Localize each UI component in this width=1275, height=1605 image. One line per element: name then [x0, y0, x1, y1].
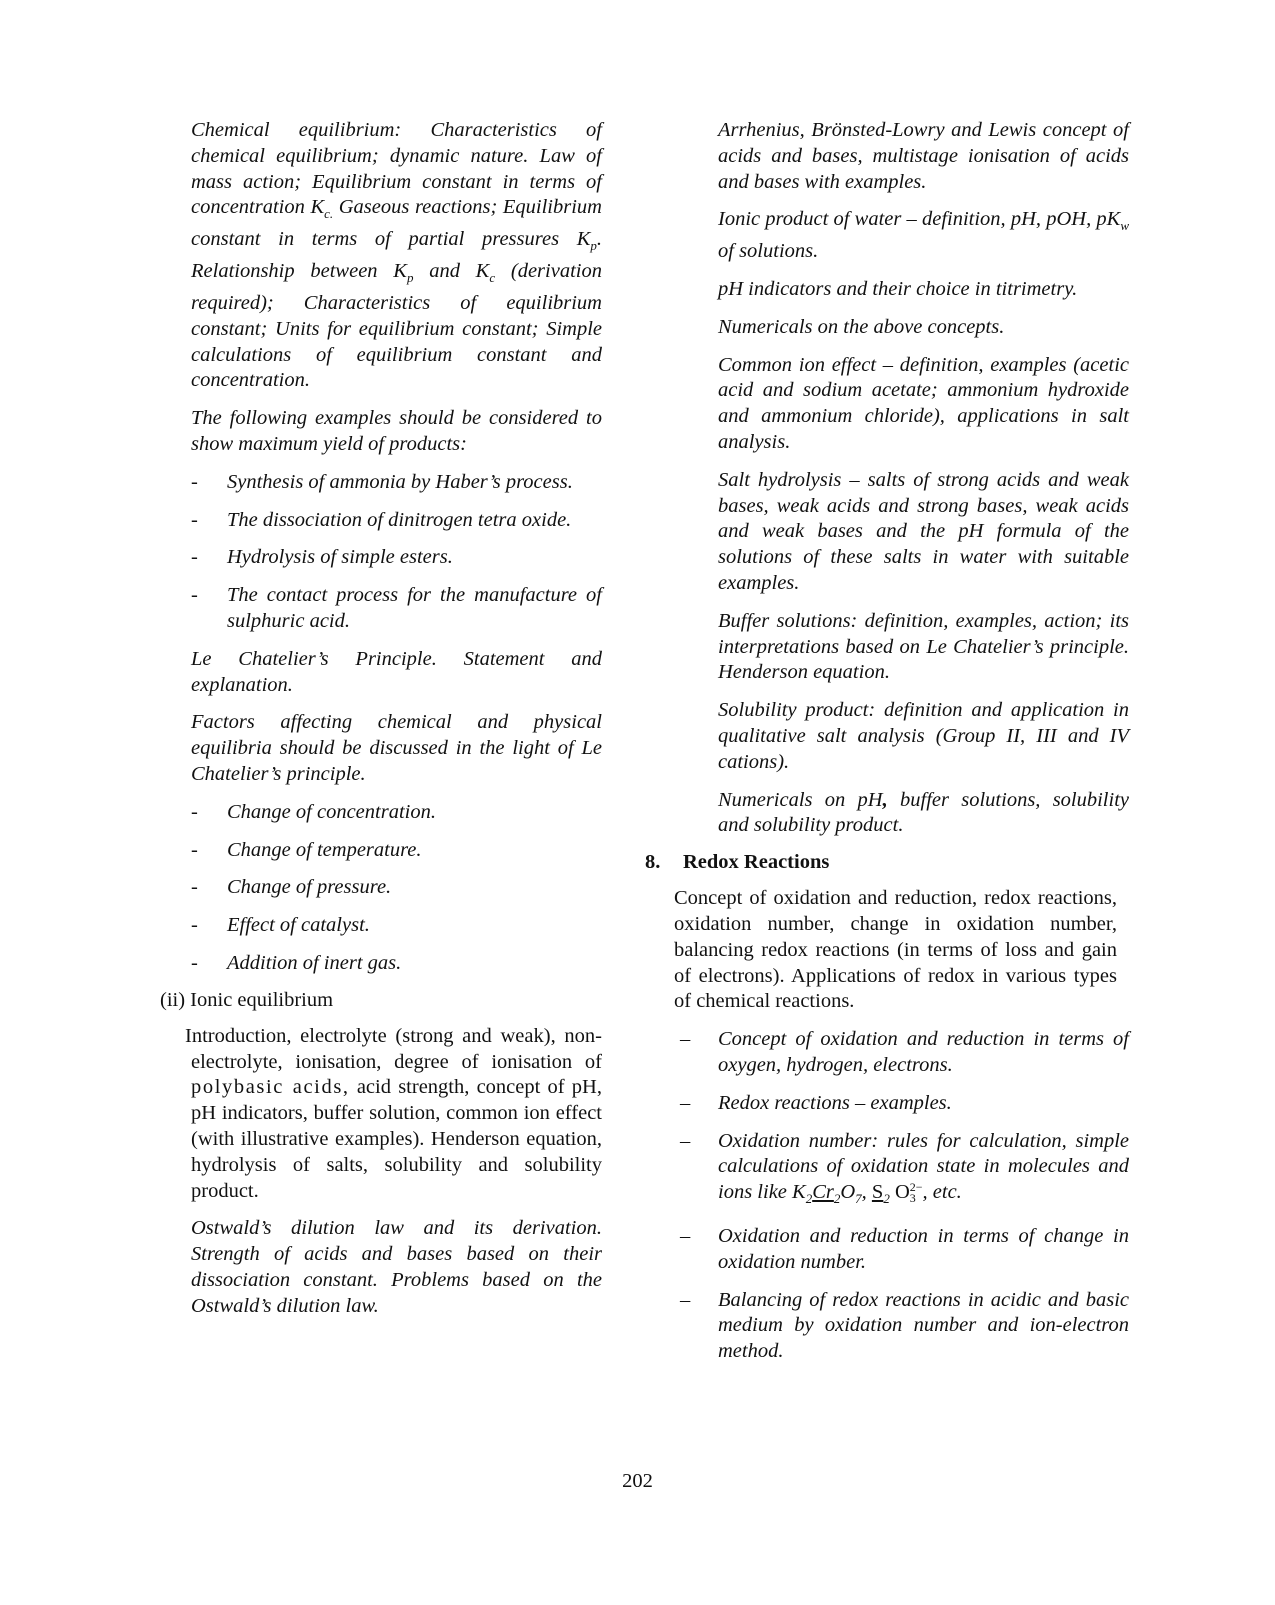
factors-list: [191, 800, 602, 977]
examples-list: [191, 470, 602, 635]
left-column: [160, 118, 602, 1320]
common-ion-paragraph: Common ion effect – definition, examples (acetic acid and sodium acetate; ammonium hydroxide and ammonium chloride), applications in salt analysis.: [718, 353, 1129, 454]
list-item: - Change of concentration.: [191, 800, 436, 823]
le-chatelier-paragraph: Le Chatelier’s Principle. Statement and explanation.: [191, 647, 602, 696]
right-column: [645, 118, 1129, 1365]
solubility-product-paragraph: Solubility product: definition and application in qualitative salt analysis (Group II, III and IV cations).: [718, 699, 1129, 773]
redox-intro-paragraph: Concept of oxidation and reduction, redox reactions, oxidation number, change in oxidation number, balancing redox reactions (in terms of loss and gain of electrons). Applications of redox in various types of chemical reactions.: [674, 887, 1117, 1013]
examples-intro: The following examples should be considered to show maximum yield of products:: [191, 407, 602, 456]
list-item: - Hydrolysis of simple esters.: [191, 546, 453, 569]
list-item: - Change of pressure.: [191, 876, 392, 899]
page-number: 202: [622, 1470, 653, 1492]
list-item: - Change of temperature.: [191, 838, 422, 861]
ionic-equilibrium-heading: (ii) Ionic equilibrium: [160, 988, 334, 1011]
numericals-paragraph: Numericals on the above concepts.: [718, 315, 1005, 338]
list-item: - Synthesis of ammonia by Haber’s process.: [191, 470, 573, 493]
ostwald-paragraph: Ostwald’s dilution law and its derivation. Strength of acids and bases based on their dissociation constant. Problems based on the Ostwald’s dilution law.: [191, 1217, 602, 1317]
redox-list: [680, 1027, 1129, 1365]
list-item: – Concept of oxidation and reduction in terms of oxygen, hydrogen, electrons.: [680, 1028, 1129, 1076]
ph-indicators-paragraph: pH indicators and their choice in titrimetry.: [718, 278, 1078, 301]
list-item: - Addition of inert gas.: [191, 952, 402, 974]
list-item: – Redox reactions – examples.: [680, 1091, 952, 1114]
ionic-product-paragraph: Ionic product of water – definition, pH, pOH, $pK_w$ of solutions.: [718, 208, 1129, 263]
list-item: – Oxidation and reduction in terms of change in oxidation number.: [680, 1225, 1129, 1273]
list-item: – Oxidation number: rules for calculation, simple calculations of oxidation state in molecules and ions like $K_2Cr_2O_7$, $S_2$ O 2− 3 , etc.: [680, 1129, 1129, 1207]
list-item: – Balancing of redox reactions in acidic and basic medium by oxidation number and ion-electron method.: [680, 1288, 1129, 1363]
equilibrium-paragraph: Chemical equilibrium: Characteristics of chemical equilibrium; dynamic nature. Law of mass action; Equilibrium constant in terms of concentration $K_{c.}$ Gaseous reactions; Equilibrium constant in terms of partial pressures $K_p$. Relationship between $K_p$ and $K_c$ (derivation required); Characteristics of equilibrium constant; Units for equilibrium constant; Simple calculations of equilibrium constant and concentration.: [191, 119, 602, 392]
list-item: - Effect of catalyst.: [191, 914, 370, 937]
salt-hydrolysis-paragraph: Salt hydrolysis – salts of strong acids and weak bases, weak acids and strong bases, weak acids and weak bases and the pH formula of the solutions of these salts in water with suitable examples.: [718, 468, 1129, 595]
numericals-ph-paragraph: Numericals on pH, buffer solutions, solubility and solubility product.: [718, 788, 1129, 837]
list-item: - The contact process for the manufacture of sulphuric acid.: [191, 584, 602, 633]
acid-base-concepts-paragraph: Arrhenius, Brönsted-Lowry and Lewis concept of acids and bases, multistage ionisation of acids and bases with examples.: [718, 119, 1129, 193]
buffer-paragraph: Buffer solutions: definition, examples, action; its interpretations based on Le Chatelier’s principle. Henderson equation.: [718, 609, 1129, 684]
list-item: - The dissociation of dinitrogen tetra oxide.: [191, 508, 572, 531]
section-heading-redox: 8. Redox Reactions: [645, 851, 830, 874]
factors-paragraph: Factors affecting chemical and physical equilibria should be discussed in the light of Le Chatelier’s principle.: [191, 711, 602, 786]
ionic-intro-paragraph: Introduction, electrolyte (strong and weak), non-electrolyte, ionisation, degree of ionisation of polybasic acids, acid strength, concept of pH, pH indicators, buffer solution, common ion effect (with illustrative examples). Henderson equation, hydrolysis of salts, solubility and solubility product.: [185, 1024, 602, 1202]
